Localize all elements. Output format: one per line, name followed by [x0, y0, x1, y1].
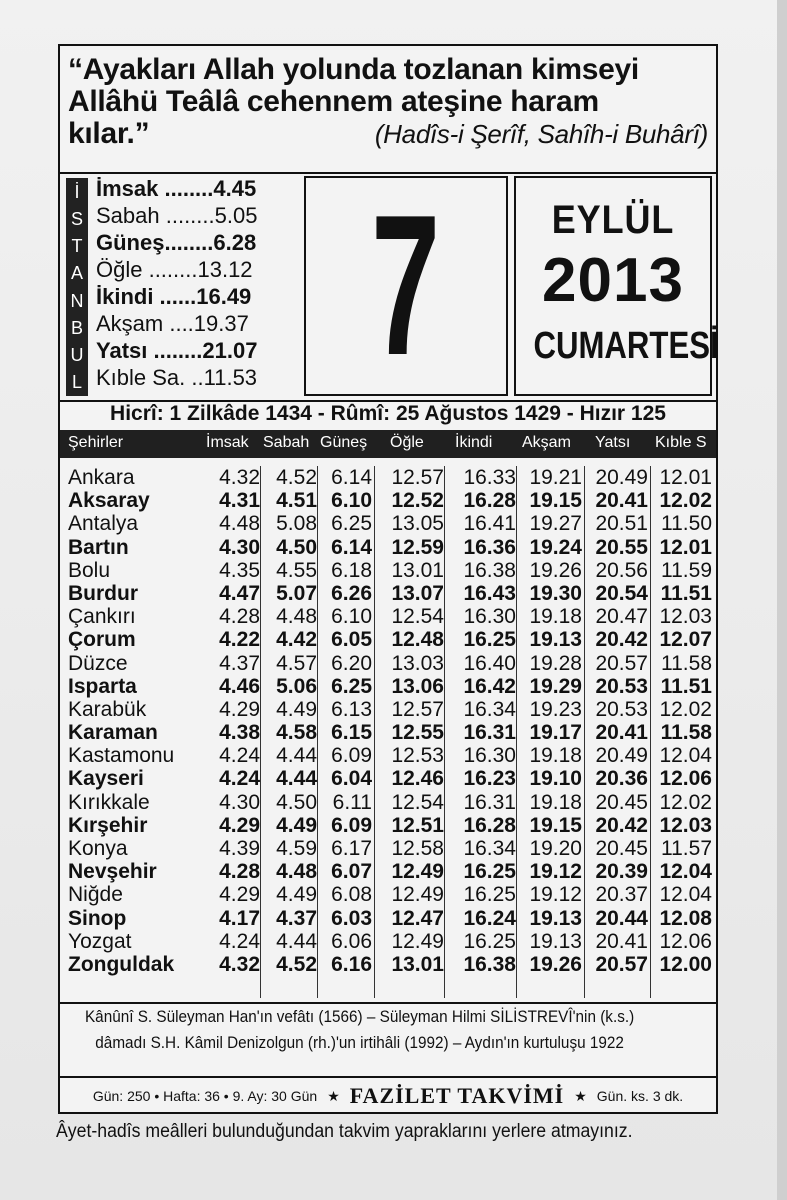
time-cell: 20.41 — [595, 489, 648, 513]
time-cell: 6.14 — [331, 535, 372, 559]
time-cell: 6.04 — [331, 767, 372, 791]
city-name: Nevşehir — [68, 860, 157, 884]
time-cell: 12.49 — [391, 929, 444, 953]
time-cell: 4.49 — [276, 883, 317, 907]
time-cell: 4.28 — [219, 605, 260, 629]
time-cell: 20.53 — [595, 697, 648, 721]
day-box — [304, 176, 508, 396]
time-cell: 4.51 — [276, 489, 317, 513]
time-cell: 20.42 — [595, 628, 648, 652]
time-cell: 4.30 — [219, 790, 260, 814]
time-cell: 6.17 — [331, 837, 372, 860]
column-separator — [260, 466, 261, 998]
time-cell: 16.30 — [463, 605, 516, 629]
column-header: İkindi — [455, 434, 493, 451]
time-cell: 19.15 — [529, 813, 582, 837]
star-icon: ★ — [327, 1087, 340, 1104]
city-name: Çorum — [68, 628, 136, 652]
time-cell: 4.29 — [219, 883, 260, 907]
time-cell: 20.44 — [595, 906, 648, 930]
time-cell: 4.37 — [219, 651, 260, 675]
time-cell: 11.59 — [661, 558, 712, 582]
time-cell: 12.01 — [659, 535, 712, 559]
time-cell: 12.49 — [391, 860, 444, 884]
time-cell: 16.43 — [463, 581, 516, 605]
prayer-time-row: Sabah ........5.05 — [96, 203, 258, 228]
time-cell: 16.25 — [463, 628, 516, 652]
table-row — [60, 791, 716, 814]
city-vertical-label — [66, 178, 88, 396]
time-cell: 4.17 — [219, 906, 260, 930]
time-cell: 19.18 — [529, 790, 582, 814]
time-cell: 11.51 — [660, 674, 712, 698]
time-cell: 6.16 — [331, 952, 372, 976]
table-header — [60, 430, 716, 458]
table-row — [60, 466, 716, 489]
time-cell: 20.41 — [595, 929, 648, 953]
city-name: Kırıkkale — [68, 790, 150, 814]
time-cell: 16.24 — [463, 906, 516, 930]
table-row — [60, 883, 716, 906]
time-cell: 4.38 — [219, 721, 260, 745]
time-cell: 4.46 — [219, 674, 260, 698]
time-cell: 19.15 — [529, 489, 582, 513]
column-separator — [317, 466, 318, 998]
column-header: Şehirler — [68, 434, 124, 451]
city-letter: İ — [74, 181, 80, 202]
table-row — [60, 605, 716, 628]
city-letter: N — [70, 290, 84, 311]
table-row — [60, 489, 716, 512]
time-cell: 12.57 — [391, 466, 444, 489]
city-times-table — [60, 466, 716, 976]
time-cell: 16.38 — [463, 952, 516, 976]
time-cell: 12.00 — [659, 952, 712, 976]
time-cell: 12.59 — [391, 535, 444, 559]
time-cell: 19.28 — [529, 651, 582, 675]
time-cell: 6.05 — [331, 628, 372, 652]
time-cell: 19.26 — [529, 952, 582, 976]
time-cell: 12.06 — [659, 929, 712, 953]
time-cell: 12.57 — [391, 697, 444, 721]
time-cell: 4.59 — [276, 837, 317, 860]
time-cell: 4.29 — [219, 813, 260, 837]
city-name: Karabük — [68, 697, 147, 721]
time-cell: 19.20 — [529, 837, 582, 860]
time-cell: 6.25 — [331, 512, 372, 536]
page-edge — [777, 0, 787, 1200]
time-cell: 11.51 — [660, 581, 712, 605]
time-cell: 16.34 — [463, 697, 516, 721]
column-header: Sabah — [263, 434, 310, 451]
prayer-time-row: Akşam ....19.37 — [96, 311, 249, 336]
time-cell: 16.40 — [463, 651, 516, 675]
city-name: Kırşehir — [68, 813, 148, 837]
time-cell: 16.28 — [463, 813, 516, 837]
time-cell: 4.48 — [219, 512, 260, 536]
time-cell: 6.09 — [331, 813, 372, 837]
time-cell: 6.06 — [331, 929, 372, 953]
time-cell: 6.08 — [331, 883, 372, 907]
time-cell: 6.10 — [331, 489, 372, 513]
time-cell: 19.18 — [529, 605, 582, 629]
time-cell: 4.48 — [276, 860, 317, 884]
city-name: Kastamonu — [68, 744, 175, 768]
time-cell: 12.04 — [659, 883, 712, 907]
time-cell: 4.42 — [276, 628, 317, 652]
time-cell: 20.53 — [595, 674, 648, 698]
column-separator — [650, 466, 651, 998]
column-separator — [374, 466, 375, 998]
time-cell: 12.53 — [391, 744, 444, 768]
time-cell: 12.04 — [659, 860, 712, 884]
time-cell: 6.11 — [332, 790, 372, 814]
hijri-date-line: Hicrî: 1 Zilkâde 1434 - Rûmî: 25 Ağustos 1429 - Hızır 125 — [110, 402, 666, 425]
time-cell: 4.22 — [219, 628, 260, 652]
time-cell: 6.15 — [331, 721, 372, 745]
table-row — [60, 675, 716, 698]
hadith-quote — [68, 54, 708, 150]
time-cell: 6.07 — [331, 860, 372, 884]
time-cell: 16.25 — [463, 860, 516, 884]
time-cell: 13.05 — [391, 512, 444, 536]
time-cell: 16.28 — [463, 489, 516, 513]
table-row — [60, 767, 716, 790]
time-cell: 12.52 — [391, 489, 444, 513]
time-cell: 4.32 — [219, 952, 260, 976]
calendar-frame — [58, 44, 718, 1114]
table-row — [60, 512, 716, 535]
column-header: Kıble S — [655, 434, 707, 451]
city-name: Düzce — [68, 651, 128, 675]
city-name: Yozgat — [68, 929, 132, 953]
quote-line-3: kılar.” — [68, 117, 150, 150]
city-name: Bolu — [68, 558, 111, 582]
weekday: CUMARTESİ — [533, 325, 719, 367]
year: 2013 — [542, 246, 684, 315]
day-length-change: Gün. ks. 3 dk. — [596, 1088, 684, 1104]
time-cell: 19.27 — [529, 512, 582, 536]
time-cell: 4.37 — [276, 906, 317, 930]
time-cell: 16.42 — [463, 674, 516, 698]
time-cell: 16.31 — [463, 790, 516, 814]
time-cell: 12.08 — [659, 906, 712, 930]
column-header: İmsak — [206, 434, 249, 451]
time-cell: 6.26 — [331, 581, 372, 605]
time-cell: 20.39 — [595, 860, 648, 884]
city-letter: U — [70, 345, 84, 366]
time-cell: 4.55 — [276, 558, 317, 582]
time-cell: 4.28 — [219, 860, 260, 884]
time-cell: 16.25 — [463, 883, 516, 907]
time-cell: 16.23 — [463, 767, 516, 791]
time-cell: 19.10 — [529, 767, 582, 791]
time-cell: 6.25 — [331, 674, 372, 698]
time-cell: 12.02 — [659, 790, 712, 814]
time-cell: 16.38 — [463, 558, 516, 582]
prayer-time-row: Öğle ........13.12 — [96, 257, 253, 282]
time-cell: 6.14 — [331, 466, 372, 489]
prayer-time-row: İmsak ........4.45 — [96, 176, 257, 201]
time-cell: 4.50 — [276, 535, 317, 559]
time-cell: 12.49 — [391, 883, 444, 907]
time-cell: 12.06 — [659, 767, 712, 791]
time-cell: 20.57 — [595, 952, 648, 976]
table-row — [60, 744, 716, 767]
prayer-time-row: Yatsı ........21.07 — [96, 338, 258, 363]
time-cell: 16.25 — [463, 929, 516, 953]
time-cell: 11.50 — [661, 512, 712, 536]
time-cell: 6.18 — [331, 558, 372, 582]
table-row — [60, 721, 716, 744]
city-name: Çankırı — [68, 605, 136, 629]
time-cell: 6.09 — [331, 744, 372, 768]
historical-note — [60, 1002, 716, 1056]
time-cell: 6.10 — [331, 605, 372, 629]
table-row — [60, 582, 716, 605]
city-name: Kayseri — [68, 767, 144, 791]
disposal-warning: Âyet-hadîs meâlleri bulunduğundan takvim yapraklarını yerlere atmayınız. — [56, 1121, 633, 1142]
city-name: Ankara — [68, 466, 135, 489]
column-header: Akşam — [522, 434, 571, 451]
table-row — [60, 953, 716, 976]
note-line-1: Kânûnî S. Süleyman Han'ın vefâtı (1566) – Süleyman Hilmi SİLİSTREVÎ'nin (k.s.) — [84, 1007, 635, 1026]
table-row — [60, 907, 716, 930]
time-cell: 4.31 — [219, 489, 260, 513]
time-cell: 16.36 — [463, 535, 516, 559]
time-cell: 5.06 — [276, 674, 317, 698]
table-row — [60, 837, 716, 860]
time-cell: 12.48 — [391, 628, 444, 652]
star-icon: ★ — [574, 1087, 587, 1104]
time-cell: 4.49 — [276, 813, 317, 837]
time-cell: 12.47 — [391, 906, 444, 930]
city-name: Aksaray — [68, 489, 150, 513]
time-cell: 4.44 — [276, 767, 317, 791]
time-cell: 13.01 — [391, 952, 444, 976]
time-cell: 4.50 — [276, 790, 317, 814]
prayer-time-row: Güneş........6.28 — [96, 230, 257, 255]
time-cell: 20.57 — [595, 651, 648, 675]
time-cell: 4.24 — [219, 744, 260, 768]
time-cell: 19.24 — [529, 535, 582, 559]
city-name: Isparta — [68, 674, 137, 698]
time-cell: 13.03 — [391, 651, 444, 675]
time-cell: 13.07 — [391, 581, 444, 605]
time-cell: 20.36 — [595, 767, 648, 791]
time-cell: 19.21 — [529, 466, 582, 489]
city-letter: A — [70, 263, 83, 284]
time-cell: 20.56 — [595, 558, 648, 582]
day-week-info: Gün: 250 • Hafta: 36 • 9. Ay: 30 Gün — [92, 1088, 318, 1104]
city-name: Zonguldak — [68, 952, 175, 976]
time-cell: 20.54 — [595, 581, 648, 605]
time-cell: 4.32 — [219, 466, 260, 489]
time-cell: 4.52 — [276, 952, 317, 976]
time-cell: 19.17 — [529, 721, 582, 745]
table-row — [60, 652, 716, 675]
time-cell: 20.49 — [595, 744, 648, 768]
time-cell: 12.46 — [391, 767, 444, 791]
table-row — [60, 698, 716, 721]
time-cell: 4.48 — [276, 605, 317, 629]
time-cell: 11.58 — [661, 651, 712, 675]
time-cell: 19.13 — [529, 628, 582, 652]
time-cell: 20.37 — [595, 883, 648, 907]
time-cell: 19.12 — [529, 883, 582, 907]
quote-source: (Hadîs-i Şerîf, Sahîh-i Buhârî) — [374, 119, 708, 149]
column-separator — [444, 466, 445, 998]
time-cell: 12.02 — [659, 489, 712, 513]
time-cell: 16.30 — [463, 744, 516, 768]
city-name: Bartın — [68, 535, 129, 559]
time-cell: 20.51 — [595, 512, 648, 536]
column-separator — [584, 466, 585, 998]
time-cell: 12.04 — [659, 744, 712, 768]
time-cell: 12.02 — [659, 697, 712, 721]
time-cell: 19.13 — [529, 906, 582, 930]
time-cell: 20.41 — [595, 721, 648, 745]
city-name: Burdur — [68, 581, 138, 605]
column-header: Güneş — [320, 434, 368, 451]
time-cell: 12.51 — [391, 813, 444, 837]
time-cell: 6.13 — [331, 697, 372, 721]
footer-bar — [60, 1076, 716, 1114]
column-header: Öğle — [390, 434, 424, 451]
date-box — [514, 176, 719, 396]
time-cell: 4.52 — [276, 466, 317, 489]
city-name: Niğde — [68, 883, 123, 907]
time-cell: 19.26 — [529, 558, 582, 582]
daily-summary — [60, 174, 719, 400]
time-cell: 4.35 — [219, 558, 260, 582]
prayer-time-row: Kıble Sa. ..11.53 — [96, 365, 258, 390]
time-cell: 19.29 — [529, 674, 582, 698]
table-row — [60, 559, 716, 582]
quote-line-2: Allâhü Teâlâ cehennem ateşine haram — [68, 85, 599, 118]
time-cell: 5.08 — [276, 512, 317, 536]
city-letter: L — [71, 372, 82, 393]
time-cell: 11.58 — [660, 721, 712, 745]
time-cell: 4.49 — [276, 697, 317, 721]
time-cell: 20.55 — [595, 535, 648, 559]
table-row — [60, 860, 716, 883]
prayer-time-row: İkindi ......16.49 — [96, 284, 252, 309]
time-cell: 4.24 — [219, 767, 260, 791]
time-cell: 5.07 — [276, 581, 317, 605]
time-cell: 19.23 — [529, 697, 582, 721]
istanbul-prayer-times — [96, 174, 301, 390]
column-separator — [516, 466, 517, 998]
note-line-2: dâmadı S.H. Kâmil Denizolgun (rh.)'un irtihâli (1992) – Aydın'ın kurtuluşu 1922 — [95, 1033, 624, 1052]
time-cell: 12.58 — [391, 837, 444, 860]
city-letter: S — [70, 208, 83, 229]
time-cell: 12.55 — [391, 721, 444, 745]
time-cell: 4.58 — [276, 721, 317, 745]
time-cell: 12.54 — [391, 790, 444, 814]
time-cell: 20.42 — [595, 813, 648, 837]
time-cell: 19.12 — [529, 860, 582, 884]
city-name: Konya — [68, 837, 128, 860]
time-cell: 20.45 — [595, 790, 648, 814]
time-cell: 20.49 — [595, 466, 648, 489]
city-letter: T — [71, 236, 83, 257]
table-row — [60, 814, 716, 837]
brand-name: FAZİLET TAKVİMİ — [349, 1083, 565, 1108]
city-name: Sinop — [68, 906, 127, 930]
time-cell: 13.06 — [391, 674, 444, 698]
time-cell: 12.01 — [659, 466, 712, 489]
time-cell: 16.33 — [463, 466, 516, 489]
time-cell: 19.30 — [529, 581, 582, 605]
table-row — [60, 628, 716, 651]
time-cell: 19.18 — [529, 744, 582, 768]
table-row — [60, 536, 716, 559]
column-header: Yatsı — [595, 434, 631, 451]
time-cell: 6.20 — [331, 651, 372, 675]
time-cell: 4.39 — [219, 837, 260, 860]
day-number: 7 — [371, 174, 441, 397]
time-cell: 4.44 — [276, 929, 317, 953]
time-cell: 4.57 — [276, 651, 317, 675]
time-cell: 4.24 — [219, 929, 260, 953]
time-cell: 20.47 — [595, 605, 648, 629]
time-cell: 4.44 — [276, 744, 317, 768]
time-cell: 20.45 — [595, 837, 648, 860]
time-cell: 11.57 — [661, 837, 712, 860]
time-cell: 4.29 — [219, 697, 260, 721]
city-name: Antalya — [68, 512, 139, 536]
city-name: Karaman — [68, 721, 158, 745]
time-cell: 4.30 — [219, 535, 260, 559]
time-cell: 12.03 — [659, 605, 712, 629]
table-row — [60, 930, 716, 953]
time-cell: 4.47 — [219, 581, 260, 605]
time-cell: 16.41 — [463, 512, 516, 536]
time-cell: 12.07 — [659, 628, 712, 652]
time-cell: 6.03 — [331, 906, 372, 930]
quote-line-1: “Ayakları Allah yolunda tozlanan kimseyi — [68, 53, 639, 86]
time-cell: 19.13 — [529, 929, 582, 953]
month-name: EYLÜL — [551, 198, 675, 242]
time-cell: 16.31 — [463, 721, 516, 745]
time-cell: 12.54 — [391, 605, 444, 629]
time-cell: 12.03 — [659, 813, 712, 837]
city-letter: B — [70, 317, 83, 338]
time-cell: 13.01 — [391, 558, 444, 582]
time-cell: 16.34 — [463, 837, 516, 860]
